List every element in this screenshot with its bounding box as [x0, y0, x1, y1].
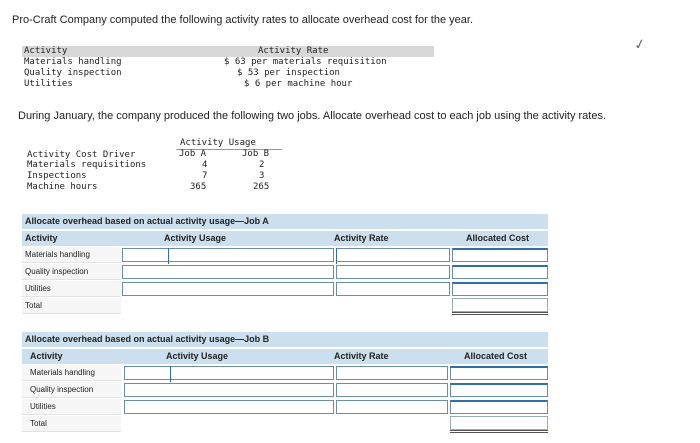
rate-activity: Materials handling [24, 57, 122, 67]
job-a-row-label: Utilities [22, 281, 121, 297]
rate-row [22, 79, 434, 90]
job-a-rate-input-3[interactable] [336, 282, 450, 296]
job-a-input-cursor [336, 248, 337, 264]
job-a-row-label: Materials handling [22, 247, 121, 263]
usage-driver: Inspections [27, 171, 87, 181]
intro-text: Pro-Craft Company computed the following activity rates to allocate overhead cost for the year. [12, 14, 474, 26]
job-b-allocation-panel [22, 332, 548, 435]
usage-job-a-value: 4 [202, 160, 208, 170]
job-a-column-header [22, 231, 548, 246]
usage-job-b-value: 3 [259, 171, 265, 181]
job-a-usage-input-1[interactable] [122, 248, 334, 262]
job-b-column-header [22, 349, 548, 364]
usage-header-job-a: Job A [179, 149, 207, 159]
january-text: During January, the company produced the following two jobs. Allocate overhead cost to each job using the activity rates. [18, 110, 607, 122]
job-a-input-cursor [168, 248, 169, 264]
usage-driver: Machine hours [27, 182, 98, 192]
job-b-usage-input-1[interactable] [124, 366, 334, 380]
job-b-rate-input-1[interactable] [336, 366, 448, 380]
col-usage: Activity Usage [164, 233, 227, 243]
rate-row [22, 68, 434, 79]
col-activity: Activity [25, 233, 58, 243]
job-a-usage-input-2[interactable] [122, 265, 334, 279]
rate-header-activity: Activity [24, 46, 68, 56]
usage-header-job-b: Job B [242, 149, 270, 159]
job-b-total-underline [450, 430, 548, 433]
col-rate: Activity Rate [334, 351, 389, 361]
job-b-cost-input-1[interactable] [450, 366, 548, 380]
job-b-row-label: Quality inspection [22, 382, 121, 398]
job-b-rate-input-3[interactable] [336, 400, 448, 414]
usage-job-a-value: 7 [202, 171, 208, 181]
job-a-cost-input-3[interactable] [452, 282, 548, 296]
col-cost: Allocated Cost [464, 351, 528, 361]
job-b-cost-input-3[interactable] [450, 400, 548, 414]
rate-row [22, 57, 434, 68]
job-b-row-label: Total [22, 416, 121, 432]
col-usage: Activity Usage [166, 351, 229, 361]
rate-value: $ 6 per machine hour [244, 79, 353, 89]
usage-driver: Materials requisitions [27, 160, 147, 170]
job-a-allocation-panel [22, 214, 548, 314]
job-b-row-label: Materials handling [22, 365, 121, 381]
rate-activity: Utilities [24, 79, 73, 89]
usage-job-b-value: 265 [253, 182, 270, 192]
job-b-input-cursor [170, 366, 171, 382]
job-a-usage-input-3[interactable] [122, 282, 334, 296]
job-a-rate-input-2[interactable] [336, 265, 450, 279]
rate-value: $ 63 per materials requisition [224, 57, 387, 67]
job-b-rate-input-2[interactable] [336, 383, 448, 397]
job-b-total-input[interactable] [450, 416, 548, 430]
usage-job-a-value: 365 [190, 182, 207, 192]
col-activity: Activity [30, 351, 63, 361]
job-a-row-label: Total [22, 298, 121, 314]
job-a-cost-input-2[interactable] [452, 265, 548, 279]
job-b-usage-input-2[interactable] [124, 383, 334, 397]
job-b-row-label: Utilities [22, 399, 121, 415]
rate-value: $ 53 per inspection [237, 68, 340, 78]
job-a-cost-input-1[interactable] [452, 248, 548, 262]
job-a-row-label: Quality inspection [22, 264, 121, 280]
col-cost: Allocated Cost [466, 233, 530, 243]
rate-activity: Quality inspection [24, 68, 122, 78]
job-b-title: Allocate overhead based on actual activity usage—Job B [22, 332, 548, 347]
job-b-usage-input-3[interactable] [124, 400, 334, 414]
checkmark-icon: ✓ [632, 34, 648, 54]
activity-rate-table [22, 46, 434, 90]
col-rate: Activity Rate [334, 233, 389, 243]
usage-group-header: Activity Usage [180, 138, 256, 148]
job-a-total-underline [452, 312, 548, 315]
job-b-cost-input-2[interactable] [450, 383, 548, 397]
usage-job-b-value: 2 [259, 160, 265, 170]
job-a-title: Allocate overhead based on actual activity usage—Job A [22, 214, 548, 229]
usage-header-driver: Activity Cost Driver [27, 150, 136, 160]
job-a-rate-input-1[interactable] [336, 248, 450, 262]
job-a-total-input[interactable] [452, 298, 548, 312]
rate-table-header [22, 46, 434, 57]
rate-header-rate: Activity Rate [258, 46, 329, 56]
